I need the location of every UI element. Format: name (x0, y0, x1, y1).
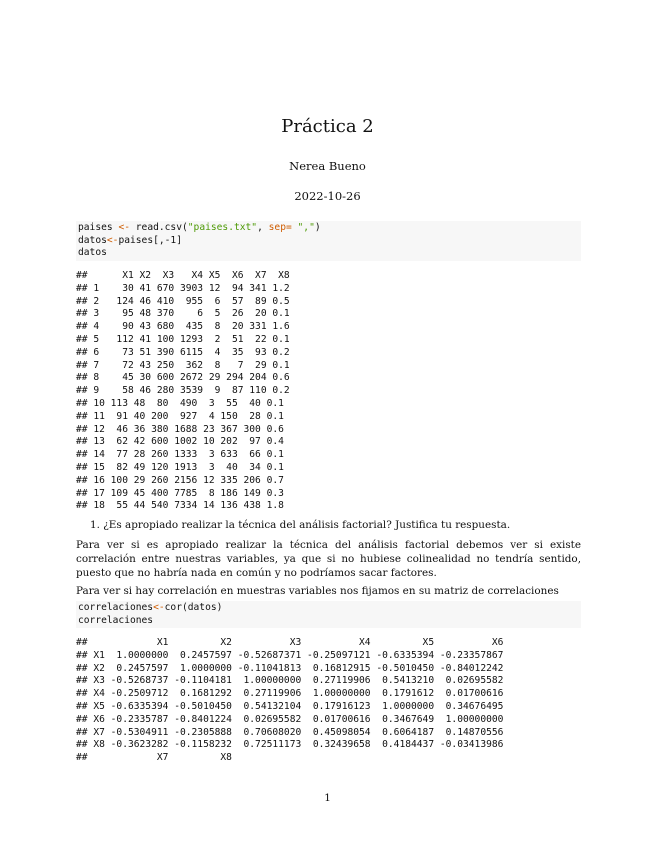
table-row: ## 9 58 46 280 3539 9 87 110 0.2 (76, 385, 290, 397)
code-argument: sep= (268, 222, 292, 233)
code-token: cor(datos) (164, 602, 223, 613)
table-row: ## 15 82 49 120 1913 3 40 34 0.1 (76, 461, 284, 473)
table-row: ## X3 -0.5268737 -0.1104181 1.00000000 0.27119906 0.5413210 0.02695582 (76, 675, 504, 687)
table-row: ## 13 62 42 600 1002 10 202 97 0.4 (76, 436, 284, 448)
table-row: ## 5 112 41 100 1293 2 51 22 0.1 (76, 333, 290, 345)
table-row: ## X6 -0.2335787 -0.8401224 0.02695582 0.01700616 0.3467649 1.00000000 (76, 713, 504, 725)
code-operator: <- (106, 234, 119, 246)
table-row: ## 8 45 30 600 2672 29 294 204 0.6 (76, 372, 290, 384)
table-row: ## X4 -0.2509712 0.1681292 0.27119906 1.00000000 0.1791612 0.01700616 (76, 688, 504, 700)
code-token: paises[,-1] (118, 234, 182, 246)
paragraph: Para ver si es apropiado realizar la técnica del análisis factorial debemos ver si existe correlación entre nuestras variables, ya que si no hubiese colinealidad no tendría sentido, puesto que no habría nada en común y no podríamos sacar factores. (76, 539, 581, 580)
code-token: correlaciones (78, 602, 154, 613)
code-line: datos (78, 247, 107, 258)
table-row: ## 6 73 51 390 6115 4 35 93 0.2 (76, 346, 290, 358)
code-token: paises (78, 222, 119, 233)
code-line: correlaciones (78, 614, 154, 626)
question-item (90, 518, 581, 532)
table-header: ## X7 X8 (76, 752, 232, 764)
table-row: ## 17 109 45 400 7785 8 186 149 0.3 (76, 487, 284, 499)
table-row: ## X8 -0.3623282 -0.1158232 0.72511173 0.32439658 0.4184437 -0.03413986 (76, 739, 504, 751)
table-row: ## 18 55 44 540 7334 14 136 438 1.8 (76, 500, 284, 512)
code-string: "," (297, 222, 315, 233)
correlation-matrix-output (76, 637, 503, 765)
code-token: read.csv( (130, 222, 188, 233)
table-row: ## 1 30 41 670 3903 12 94 341 1.2 (76, 282, 290, 294)
table-header: ## X1 X2 X3 X4 X5 X6 X7 X8 (76, 270, 290, 281)
table-row: ## X5 -0.6335394 -0.5010450 0.54132104 0.17916123 1.0000000 0.34676495 (76, 700, 504, 712)
code-string: "paises.txt" (187, 222, 258, 233)
table-header: ## X1 X2 X3 X4 X5 X6 (76, 637, 504, 648)
code-token: ) (314, 222, 321, 233)
page-number: 1 (324, 792, 331, 804)
code-line (78, 602, 579, 615)
code-block-correlations (76, 601, 581, 628)
table-row: ## 11 91 40 200 927 4 150 28 0.1 (76, 410, 284, 422)
page-title: Práctica 2 (281, 116, 374, 137)
data-table-output (76, 270, 290, 513)
code-operator: <- (153, 602, 165, 613)
table-row: ## X2 0.2457597 1.0000000 -0.11041813 0.16812915 -0.5010450 -0.84012242 (76, 662, 504, 674)
code-line (78, 222, 579, 235)
table-row: ## 16 100 29 260 2156 12 335 206 0.7 (76, 474, 284, 486)
document-date: 2022-10-26 (294, 189, 361, 203)
code-line (78, 235, 579, 248)
paragraph: Para ver si hay correlación en muestras variables nos fijamos en su matriz de correlaciones (76, 585, 559, 597)
code-token: datos (78, 234, 107, 246)
question-text: ¿Es apropiado realizar la técnica del análisis factorial? Justifica tu respuesta. (103, 519, 511, 531)
table-row: ## 7 72 43 250 362 8 7 29 0.1 (76, 359, 290, 371)
code-token: , (257, 222, 269, 233)
code-operator: <- (118, 222, 130, 233)
table-row: ## 10 113 48 80 490 3 55 40 0.1 (76, 397, 284, 409)
table-row: ## X7 -0.5304911 -0.2305888 0.70608020 0.45098054 0.6064187 0.14870556 (76, 726, 504, 738)
table-row: ## 12 46 36 380 1688 23 367 300 0.6 (76, 423, 284, 435)
author-name: Nerea Bueno (289, 159, 366, 173)
table-row: ## X1 1.0000000 0.2457597 -0.52687371 -0.25097121 -0.6335394 -0.23357867 (76, 649, 504, 661)
table-row: ## 3 95 48 370 6 5 26 20 0.1 (76, 308, 290, 320)
code-block-read-data (76, 221, 581, 261)
question-number: 1. (90, 519, 100, 531)
table-row: ## 14 77 28 260 1333 3 633 66 0.1 (76, 449, 284, 461)
table-row: ## 4 90 43 680 435 8 20 331 1.6 (76, 321, 290, 333)
table-row: ## 2 124 46 410 955 6 57 89 0.5 (76, 295, 290, 307)
